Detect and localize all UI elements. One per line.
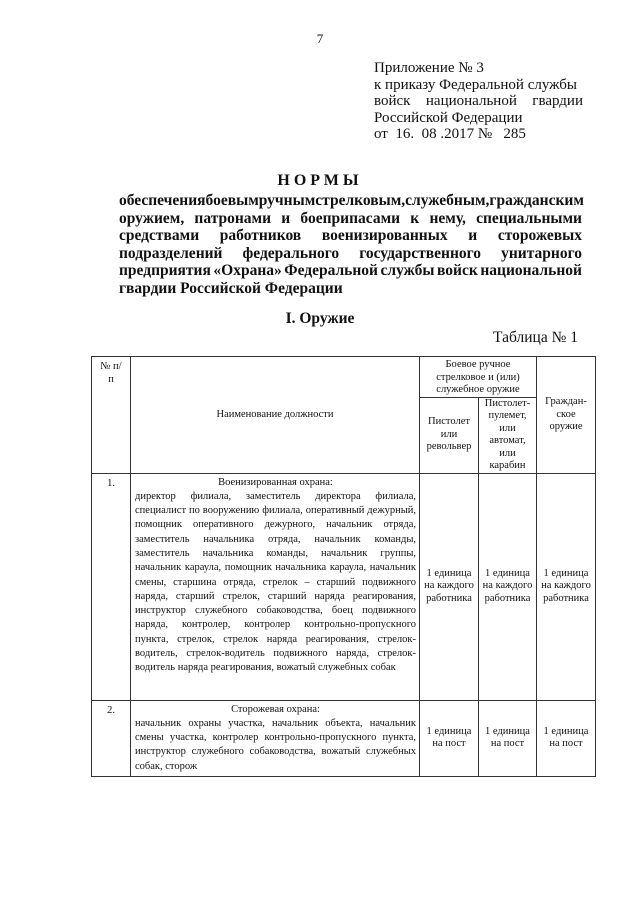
row-civil-text: 1 единица на пост xyxy=(543,725,589,749)
row-num: 1. xyxy=(92,473,131,700)
subtitle-word: «Охрана» xyxy=(213,262,282,279)
header-pistol xyxy=(420,397,479,473)
document-title: НОРМЫ xyxy=(277,172,363,189)
row-pistol xyxy=(420,700,479,776)
header-pistol-text: Пистолет или револьвер xyxy=(426,416,472,453)
table-row xyxy=(92,473,596,700)
subtitle-line xyxy=(119,227,582,245)
section-heading: I. Оружие xyxy=(285,310,355,327)
subtitle-word: федерального xyxy=(242,244,340,262)
row-category: Военизированная охрана: xyxy=(218,476,333,488)
subtitle-word: работников xyxy=(219,227,302,244)
subtitle-line xyxy=(119,245,582,263)
row-positions xyxy=(131,700,420,776)
appendix-line: Приложение № 3 xyxy=(374,60,484,76)
row-smg-text: 1 единица на пост xyxy=(485,725,530,749)
subtitle-word: войск xyxy=(437,262,478,279)
appendix-word: гвардии xyxy=(532,93,583,109)
subtitle-word: боеприпасами xyxy=(300,209,401,227)
subtitle-word: обеспечения xyxy=(119,192,206,209)
subtitle-line xyxy=(119,262,582,280)
table-row xyxy=(92,700,596,776)
subtitle-word: унитарного xyxy=(501,244,582,262)
header-civil xyxy=(537,357,596,474)
subtitle-word: к xyxy=(410,209,420,227)
row-smg xyxy=(479,473,537,700)
subtitle-word: предприятия xyxy=(119,262,211,279)
appendix-line: к приказу Федеральной службы xyxy=(374,76,578,93)
table-header-row xyxy=(92,357,596,398)
row-pistol-text: 1 единица на каждого работника xyxy=(424,567,474,604)
row-civil-text: 1 единица на каждого работника xyxy=(541,567,591,604)
subtitle-line xyxy=(119,210,582,228)
appendix-line: Российской Федерации xyxy=(374,109,523,126)
subtitle-word: стрелковым, xyxy=(315,192,406,209)
subtitle-line xyxy=(119,192,582,210)
row-pistol xyxy=(420,473,479,700)
row-smg-text: 1 единица на каждого работника xyxy=(482,567,533,604)
header-civil-text: Граждан-ское оружие xyxy=(545,396,587,432)
header-num xyxy=(92,357,131,474)
row-position-list: начальник охраны участка, начальник объекта, начальник смены участка, контролер контрольно-пропускного пункта, инструктор служебного собаководства, вожатый служебных собак, сторож xyxy=(135,717,416,772)
row-civil xyxy=(537,700,596,776)
appendix-word: войск xyxy=(374,93,411,109)
subtitle-word: гвардии Российской Федерации xyxy=(119,279,343,297)
page-number: 7 xyxy=(316,31,324,46)
subtitle-word: оружием, xyxy=(119,209,185,227)
subtitle-word: ручным xyxy=(258,192,316,209)
appendix-word: национальной xyxy=(425,93,517,109)
document-subtitle xyxy=(119,192,582,297)
header-combat-group xyxy=(420,357,537,398)
row-pistol-text: 1 единица на пост xyxy=(426,725,472,749)
header-smg xyxy=(479,397,537,473)
row-smg xyxy=(479,700,537,776)
header-combat-group-text: Боевое ручное стрелковое и (или) служебное оружие xyxy=(436,359,520,395)
subtitle-word: боевым xyxy=(205,192,259,209)
subtitle-word: средствами xyxy=(119,227,200,244)
subtitle-word: служебным, xyxy=(405,192,490,209)
subtitle-word: сторожевых xyxy=(497,227,582,244)
subtitle-word: патронами xyxy=(194,209,272,227)
table-label: Таблица № 1 xyxy=(493,329,578,346)
appendix-header xyxy=(374,60,594,143)
row-position-list: директор филиала, заместитель директора филиала, специалист по вооружению филиала, оперативный дежурный, помощник оперативного дежурного, начальник отряда, заместитель начальника отряда, начальник команды, заместитель начальника команды, начальник группы, начальник караула, помощник начальника караула, начальник смены, старшина отряда, стрелок – старший подвижного наряда, старший стрелок, старший наряда реагирования, инструктор служебного собаководства, боец подвижного наряда, контролер, контролер контрольно-пропускного пункта, стрелок, стрелок наряда реагирования, стрелок-водитель, стрелок-водитель подвижного наряда, стрелок-водитель наряда реагирования, вожатый служебных собак xyxy=(135,490,416,674)
subtitle-word: государственного xyxy=(359,244,482,262)
norms-table xyxy=(91,356,596,777)
subtitle-line xyxy=(119,280,582,298)
subtitle-word: службы xyxy=(380,262,435,279)
subtitle-word: нему, xyxy=(429,209,466,227)
subtitle-word: национальной xyxy=(480,262,582,279)
subtitle-word: специальными xyxy=(476,209,582,227)
subtitle-word: Федеральной xyxy=(284,262,378,279)
subtitle-word: подразделений xyxy=(119,244,223,262)
row-category: Сторожевая охрана: xyxy=(231,703,320,715)
subtitle-word: гражданским xyxy=(489,192,584,209)
row-positions xyxy=(131,473,420,700)
subtitle-word: и xyxy=(468,227,478,244)
header-num-text: № п/п xyxy=(100,361,122,385)
header-smg-text: Пистолет-пулемет, или автомат, или карабин xyxy=(484,397,531,471)
subtitle-word: военизированных xyxy=(321,227,448,244)
appendix-line xyxy=(374,93,583,110)
header-position: Наименование должности xyxy=(131,357,420,474)
row-civil xyxy=(537,473,596,700)
subtitle-word: и xyxy=(281,209,291,227)
appendix-line: от 16. 08 .2017 № 285 xyxy=(374,126,526,142)
row-num: 2. xyxy=(92,700,131,776)
